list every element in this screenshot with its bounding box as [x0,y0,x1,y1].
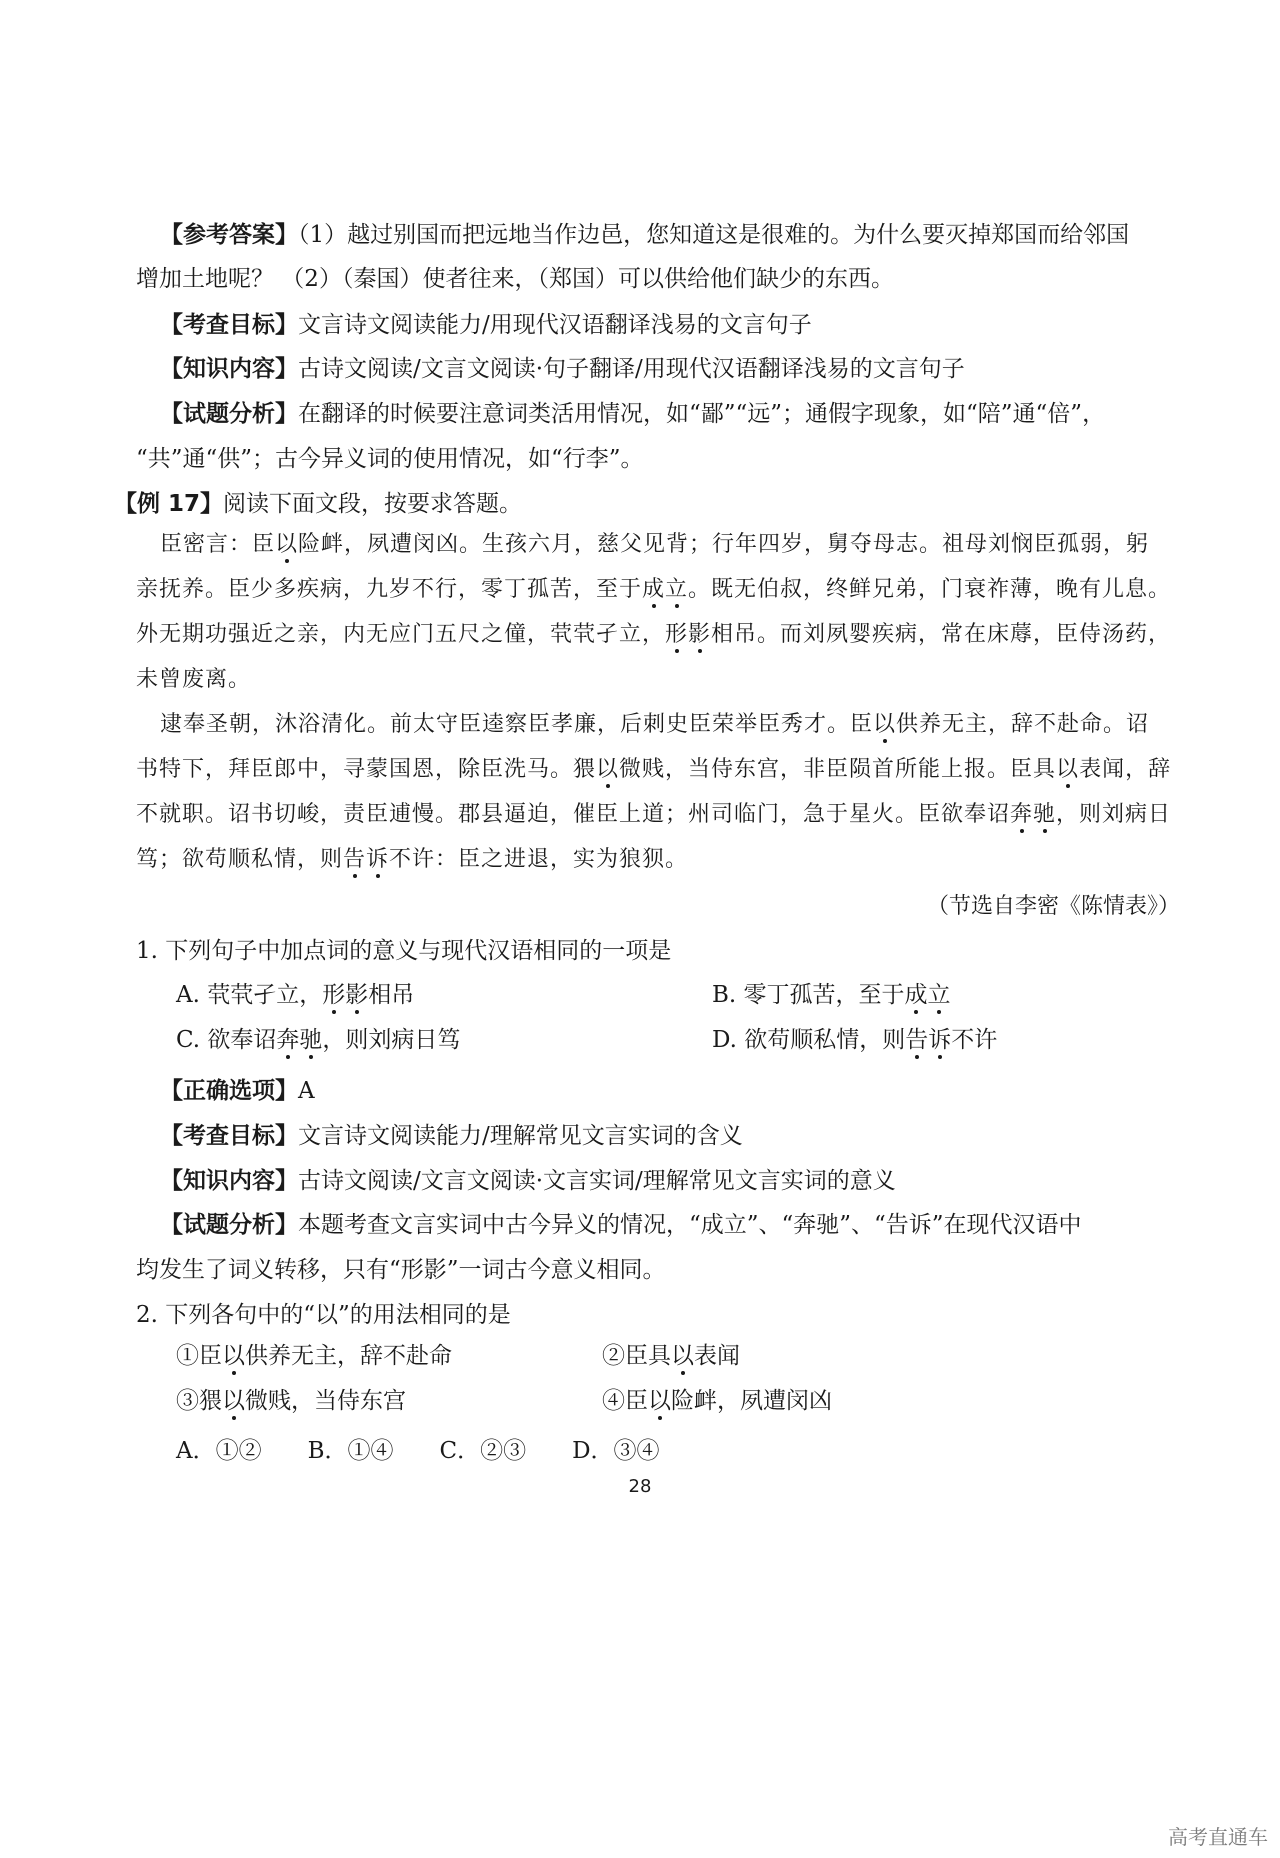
dotted-char: 形 [665,622,689,647]
q1-analysis-line-2: 均发生了词义转移，只有“形影”一词古今意义相同。 [136,1257,666,1283]
passage-text: 臣密言：臣 [160,532,276,557]
passage-p2-line-1 [160,710,1220,740]
target-line [160,310,1220,340]
dotted-char: 以 [222,1388,245,1414]
passage-p2-line-3 [136,800,1196,830]
passage-text: 亲抚养。臣少多疾病，九岁不行，零丁孤苦，至于 [136,577,643,602]
passage-p1-line-3 [136,620,1196,650]
dotted-char: 以 [1056,757,1080,782]
dotted-char: 诉 [366,847,390,872]
dotted-char: 以 [873,712,897,737]
q1-option-d [712,1025,997,1055]
page-number: 28 [628,1476,652,1497]
dotted-char: 影 [688,622,712,647]
sentence-text: 微贱，当侍东宫 [245,1388,406,1414]
sentence-text: 供养无主，辞不赴命 [245,1343,452,1369]
q2-sentence-2 [602,1341,740,1371]
q1-option-a [176,980,414,1010]
passage-text: 不就职。诏书切峻，责臣逋慢。郡县逼迫，催臣上道；州司临门，急于星火。臣欲奉诏 [136,802,1011,827]
dotted-char: 以 [648,1388,671,1414]
option-text: C. 欲奉诏 [176,1027,277,1053]
q2-stem: 2. 下列各句中的“以”的用法相同的是 [136,1302,511,1328]
analysis-label: 【试题分析】 [160,1212,298,1238]
knowledge-text: 古诗文阅读/文言文阅读·文言实词/理解常见文言实词的意义 [298,1168,896,1194]
target-label: 【考查目标】 [160,312,298,338]
target-text: 文言诗文阅读能力/理解常见文言实词的含义 [298,1123,743,1149]
dotted-char: 驰 [299,1027,323,1053]
option-text: ，则刘病日笃 [322,1027,461,1053]
passage-text: ，则刘病日 [1056,802,1172,827]
passage-p1-line-4: 未曾废离。 [136,667,252,692]
analysis-text-1: 在翻译的时候要注意词类活用情况，如“鄙”“远”；通假字现象，如“陪”通“倍”， [298,401,1106,427]
dotted-char: 成 [642,577,666,602]
passage-text: 不许：臣之进退，实为狼狈。 [389,847,689,872]
passage-text: 险衅，夙遭闵凶。生孩六月，慈父见背；行年四岁，舅夺母志。祖母刘悯臣孤弱，躬 [298,532,1150,557]
dotted-char: 形 [322,982,346,1008]
passage-source: （节选自李密《陈情表》） [926,894,1180,919]
option-text: 相吊 [368,982,415,1008]
example-heading [114,489,1174,519]
sentence-text: ④臣 [602,1388,648,1414]
q2-sentence-1 [176,1341,452,1371]
q1-knowledge-line [160,1166,1220,1196]
correct-value: A [298,1078,315,1104]
passage-text: 相吊。而刘夙婴疾病，常在床蓐，臣侍汤药， [711,622,1172,647]
passage-text: 微贱，当侍东宫，非臣陨首所能上报。臣具 [619,757,1057,782]
passage-p2-line-2 [136,755,1196,785]
passage-text: 外无期功强近之亲，内无应门五尺之僮，茕茕孑立， [136,622,666,647]
dotted-char: 奔 [276,1027,300,1053]
q1-analysis-line-1 [160,1210,1220,1240]
dotted-char: 立 [927,982,951,1008]
passage-text: 。既无伯叔，终鲜兄弟，门衰祚薄，晚有儿息。 [688,577,1172,602]
passage-text: 书特下，拜臣郎中，寻蒙国恩，除臣洗马。猥 [136,757,597,782]
analysis-line-2: “共”通“供”；古今异义词的使用情况，如“行李”。 [136,446,644,472]
knowledge-text: 古诗文阅读/文言文阅读·句子翻译/用现代汉语翻译浅易的文言句子 [298,356,965,382]
sentence-text: ③猥 [176,1388,222,1414]
dotted-char: 以 [275,532,299,557]
option-text: B. 零丁孤苦，至于 [712,982,905,1008]
watermark: 高考直通车 [1168,1825,1268,1849]
passage-text: 表闻，辞 [1079,757,1172,782]
analysis-label: 【试题分析】 [160,401,298,427]
dotted-char: 告 [905,1027,929,1053]
q1-option-c [176,1025,460,1055]
q2-sentence-3 [176,1386,406,1416]
knowledge-label: 【知识内容】 [160,356,298,382]
answer-line-1 [160,220,1220,250]
option-text: A. 茕茕孑立， [176,982,323,1008]
analysis-line-1 [160,399,1220,429]
dotted-char: 以 [222,1343,245,1369]
example-prompt: 阅读下面文段，按要求答题。 [223,491,523,517]
dotted-char: 以 [671,1343,694,1369]
target-text: 文言诗文阅读能力/用现代汉语翻译浅易的文言句子 [298,312,812,338]
q2-options: A．①② B．①④ C．②③ D．③④ [176,1438,660,1464]
answer-label: 【参考答案】 [160,222,298,248]
knowledge-label: 【知识内容】 [160,1168,298,1194]
passage-text: 逮奉圣朝，沐浴清化。前太守臣逵察臣孝廉，后刺史臣荣举臣秀才。臣 [160,712,874,737]
q1-stem: 1. 下列句子中加点词的意义与现代汉语相同的一项是 [136,938,672,964]
passage-p1-line-1 [160,530,1220,560]
dotted-char: 立 [665,577,689,602]
q1-target-line [160,1121,1220,1151]
dotted-char: 成 [904,982,928,1008]
analysis-text-1: 本题考查文言实词中古今异义的情况，“成立”、“奔驰”、“告诉”在现代汉语中 [298,1212,1082,1238]
dotted-char: 驰 [1033,802,1057,827]
example-label: 【例 17】 [114,491,224,517]
answer-line-2: 增加土地呢？ （2）（秦国）使者往来，（郑国）可以供给他们缺少的东西。 [136,266,894,292]
passage-text: 供养无主，辞不赴命。诏 [896,712,1150,737]
q2-sentence-4 [602,1386,832,1416]
option-text: D. 欲苟顺私情，则 [712,1027,906,1053]
passage-p2-line-4 [136,845,1196,875]
answer-text-1: （1）越过别国而把远地当作边邑，您知道这是很难的。为什么要灭掉郑国而给邻国 [298,222,1130,248]
correct-label: 【正确选项】 [160,1078,298,1104]
dotted-char: 奔 [1010,802,1034,827]
passage-text: 笃；欲苟顺私情，则 [136,847,344,872]
passage-p1-line-2 [136,575,1196,605]
sentence-text: 险衅，夙遭闵凶 [671,1388,832,1414]
target-label: 【考查目标】 [160,1123,298,1149]
dotted-char: 告 [343,847,367,872]
option-text: 不许 [951,1027,998,1053]
sentence-text: 表闻 [694,1343,740,1369]
dotted-char: 诉 [928,1027,952,1053]
dotted-char: 以 [596,757,620,782]
dotted-char: 影 [345,982,369,1008]
q1-option-b [712,980,951,1010]
sentence-text: ①臣 [176,1343,222,1369]
sentence-text: ②臣具 [602,1343,671,1369]
knowledge-line [160,354,1220,384]
q1-correct-line [160,1076,1220,1106]
